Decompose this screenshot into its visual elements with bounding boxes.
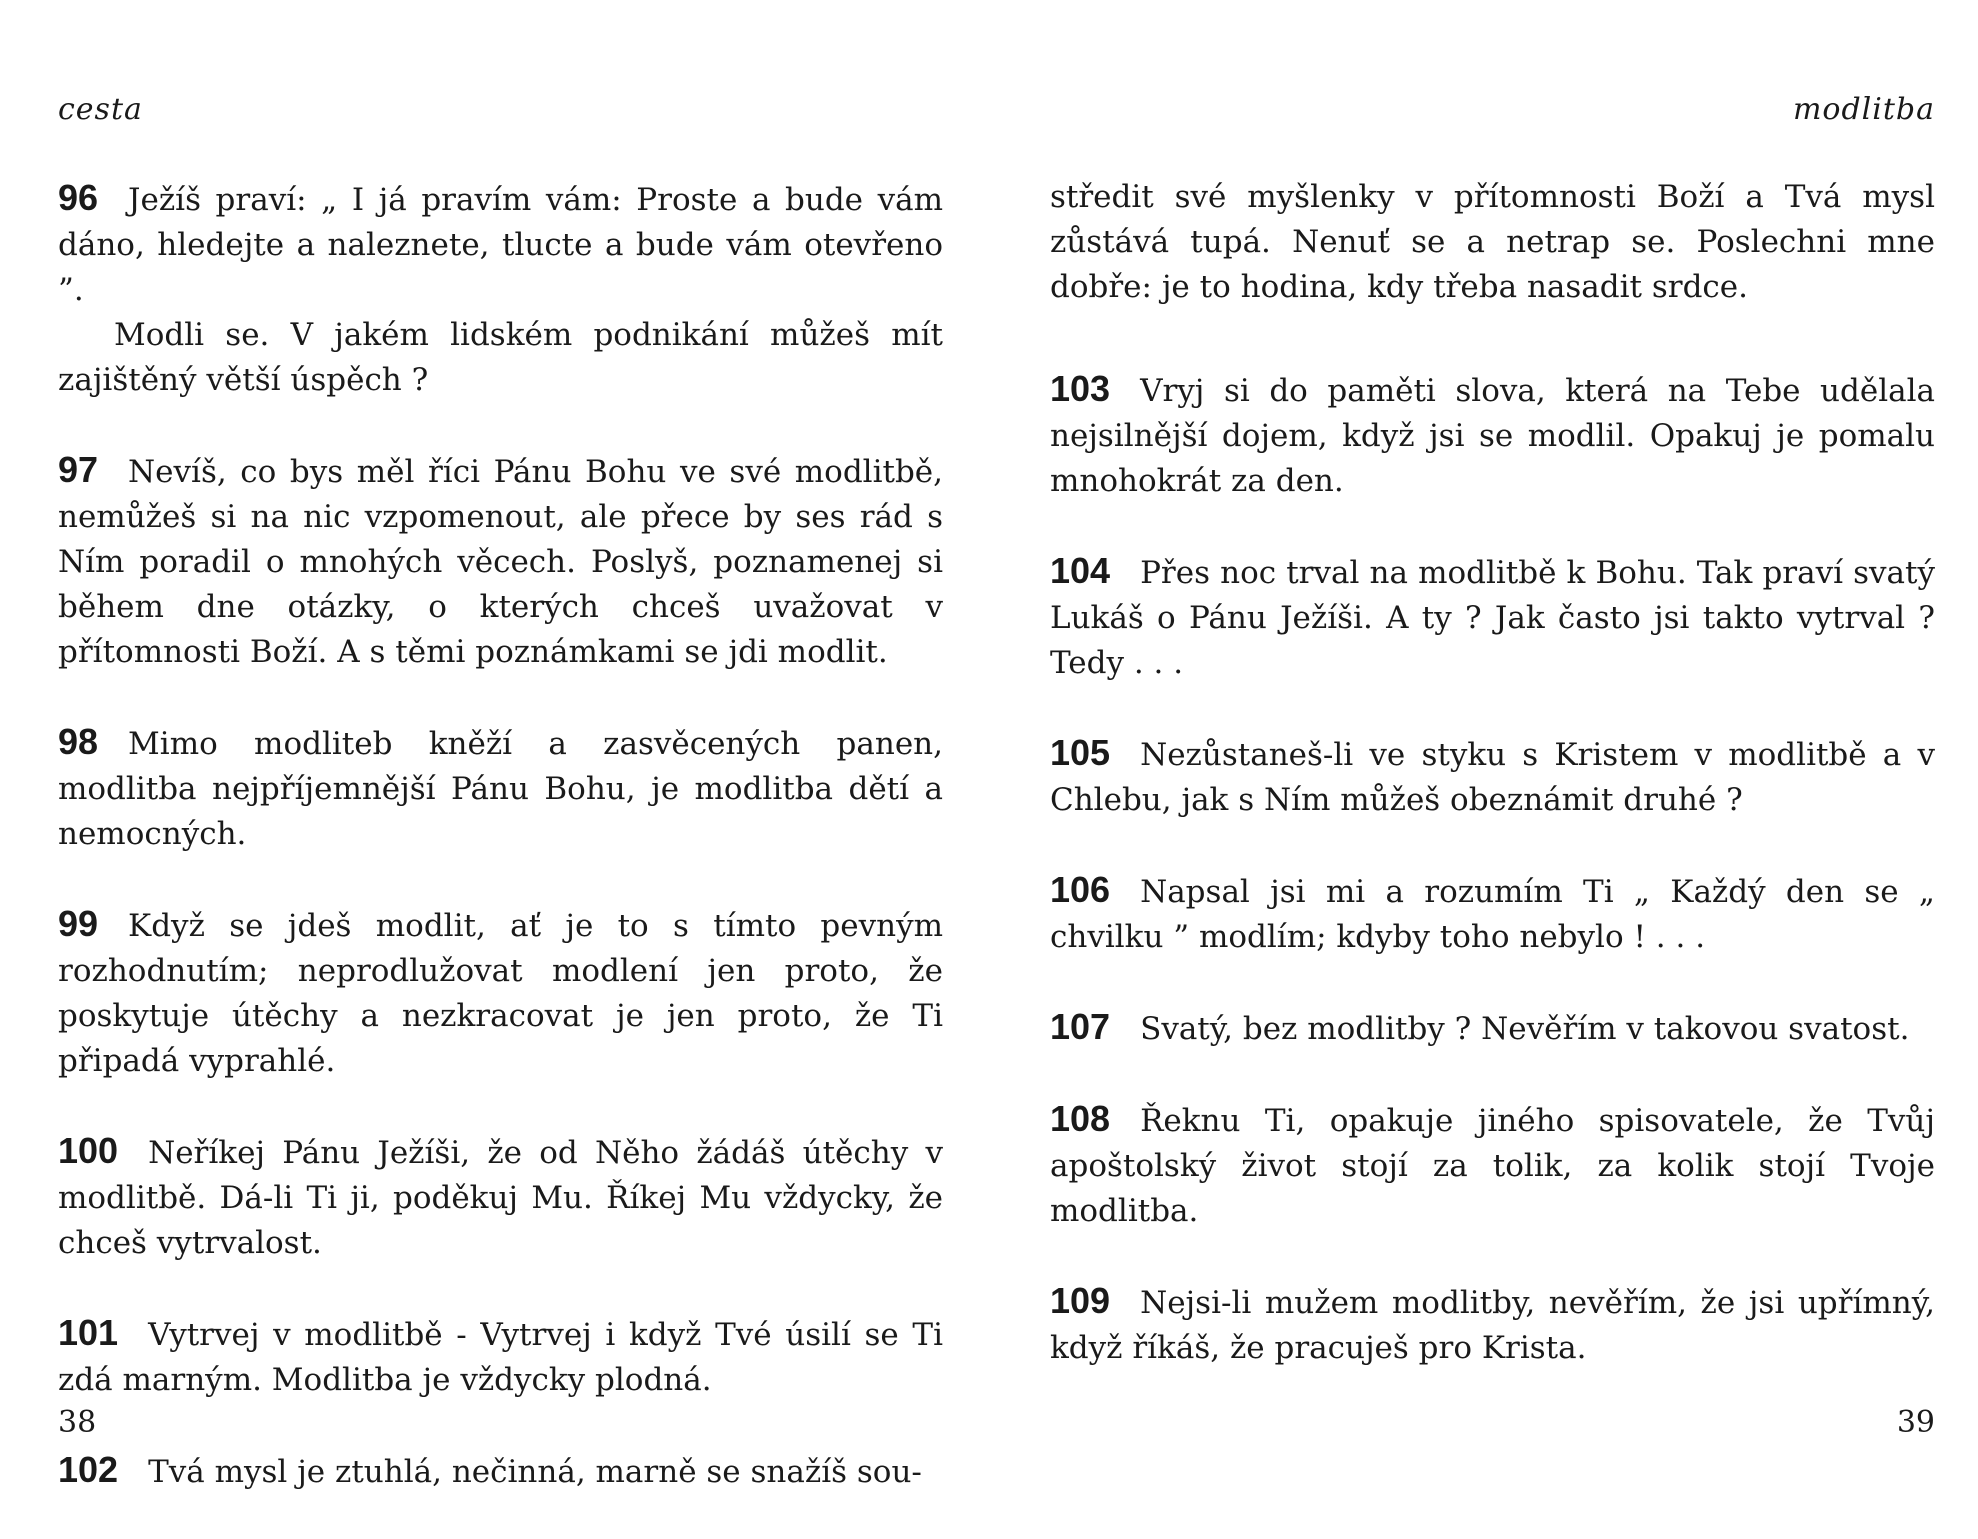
paragraph-text: Přes noc trval na modlitbě k Bohu. Tak praví svatý Lukáš o Pánu Ježíši. A ty ? Jak často jsi takto vytrval ? Tedy . . . [1050,555,1935,681]
paragraph-text: Napsal jsi mi a rozumím Ti „ Každý den se „ chvilku ” modlím; kdyby toho nebylo ! . . . [1050,874,1935,955]
paragraph-number: 101 [58,1312,119,1353]
paragraph-text: Nezůstaneš-li ve styku s Kristem v modlitbě a v Chlebu, jak s Ním můžeš obeznámit druhé ? [1050,737,1935,818]
paragraph-text: Neříkej Pánu Ježíši, že od Něho žádáš útěchy v modlitbě. Dá-li Ti ji, poděkuj Mu. Říkej Mu vždycky, že chceš vytrvalost. [58,1135,943,1261]
paragraph-102-continued: středit své myšlenky v přítomnosti Boží a Tvá mysl zůstává tupá. Nenuť se a netrap se. Poslechni mne dobře: je to hodina, kdy třeba nasadit srdce. [1050,179,1935,305]
paragraph-text: Tvá mysl je ztuhlá, nečinná, marně se snažíš sou- [148,1454,922,1490]
paragraph-104 [1050,548,1935,686]
paragraph-100 [58,1128,943,1266]
paragraph-number: 107 [1050,1006,1111,1047]
paragraph-96 [58,175,943,403]
paragraph-number: 105 [1050,732,1111,773]
paragraph-text-continued: Modli se. V jakém lidském podnikání můžeš mít zajištěný větší úspěch ? [58,317,943,398]
paragraph-text: Nevíš, co bys měl říci Pánu Bohu ve své modlitbě, nemůžeš si na nic vzpomenout, ale přece by ses rád s Ním poradil o mnohých věcech. Poslyš, poznamenej si během dne otázky, o kterých chceš uvažovat v přítomnosti Boží. A s těmi poznámkami se jdi modlit. [58,454,943,670]
paragraph-number: 106 [1050,869,1111,910]
paragraph-number: 102 [58,1449,119,1490]
paragraph-text: Vryj si do paměti slova, která na Tebe udělala nejsilnější dojem, když jsi se modlil. Opakuj je pomalu mnohokrát za den. [1050,373,1935,499]
paragraph-number: 99 [58,903,99,944]
paragraph-101 [58,1310,943,1403]
left-page [58,0,943,1500]
running-head: cesta [58,92,143,127]
paragraph-109 [1050,1278,1935,1371]
paragraph-103 [1050,366,1935,504]
paragraph-text: Mimo modliteb kněží a zasvěcených panen, modlitba nejpříjemnější Pánu Bohu, je modlitba dětí a nemocných. [58,726,943,852]
paragraph-text: Vytrvej v modlitbě - Vytrvej i když Tvé úsilí se Ti zdá marným. Modlitba je vždycky plodná. [58,1317,943,1398]
paragraph-text: Svatý, bez modlitby ? Nevěřím v takovou svatost. [1140,1011,1910,1047]
page-number: 39 [1896,1405,1935,1440]
paragraph-106 [1050,867,1935,960]
paragraph-105 [1050,730,1935,823]
page-body [58,175,943,1539]
paragraph-108 [1050,1096,1935,1234]
paragraph-text: Nejsi-li mužem modlitby, nevěřím, že jsi upřímný, když říkáš, že pracuješ pro Krista. [1050,1285,1935,1366]
paragraph-number: 100 [58,1130,119,1171]
right-page [1050,0,1935,1500]
running-head: modlitba [1792,92,1935,127]
page-number: 38 [58,1405,97,1440]
paragraph-number: 97 [58,449,99,490]
paragraph-98 [58,719,943,857]
paragraph-number: 98 [58,721,99,762]
paragraph-number: 104 [1050,550,1111,591]
paragraph-number: 103 [1050,368,1111,409]
paragraph-text: Řeknu Ti, opakuje jiného spisovatele, že Tvůj apoštolský život stojí za tolik, za kolik stojí Tvoje modlitba. [1050,1103,1935,1229]
paragraph-text: Když se jdeš modlit, ať je to s tímto pevným rozhodnutím; neprodlužovat modlení jen proto, že poskytuje útěchy a nezkracovat je jen proto, že Ti připadá vyprahlé. [58,908,943,1079]
paragraph-107 [1050,1004,1935,1052]
paragraph-text: Ježíš praví: „ I já pravím vám: Proste a bude vám dáno, hledejte a naleznete, tlucte a bude vám otevřeno ”. [58,182,943,308]
paragraph-102 [58,1447,943,1495]
paragraph-number: 109 [1050,1280,1111,1321]
paragraph-number: 108 [1050,1098,1111,1139]
paragraph-number: 96 [58,177,99,218]
page-body [1050,175,1935,1415]
paragraph-99 [58,901,943,1084]
paragraph-97 [58,447,943,675]
